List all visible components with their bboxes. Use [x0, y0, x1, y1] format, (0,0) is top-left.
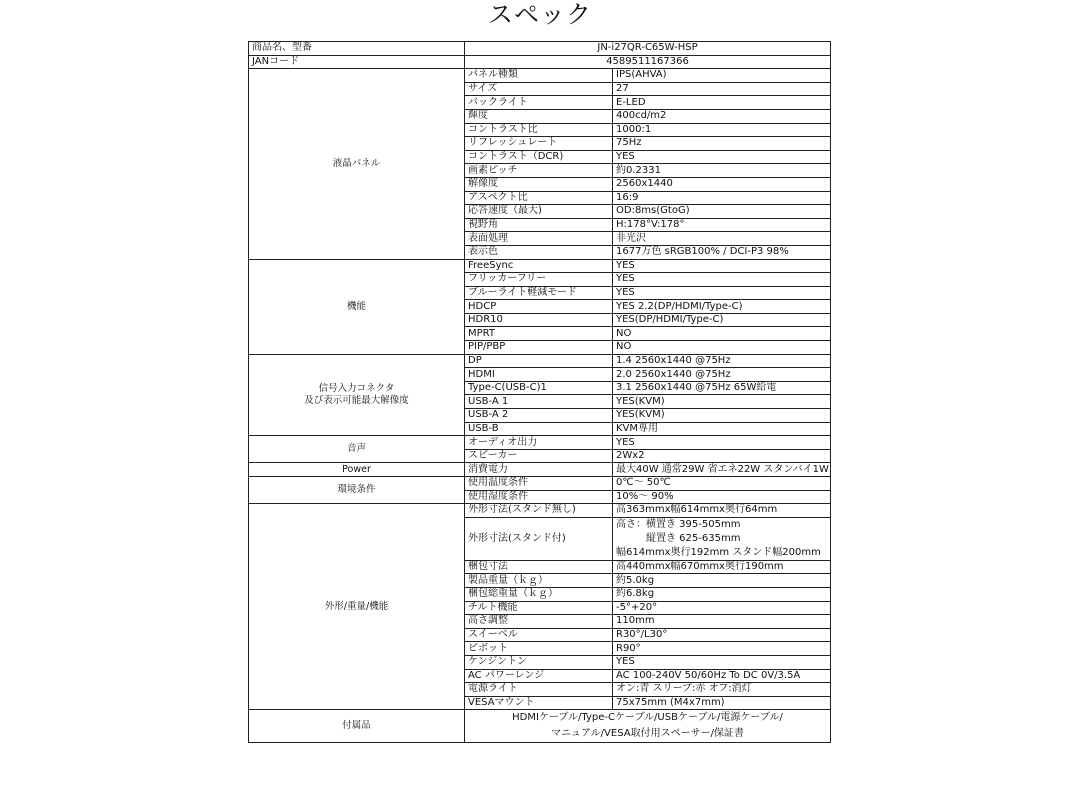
spec-label: 表示色: [465, 245, 613, 259]
table-row: [249, 463, 831, 477]
spec-label: サイズ: [465, 82, 613, 96]
spec-label: ケンジントン: [465, 655, 613, 669]
spec-label: 外形寸法(スタンド付): [465, 517, 613, 560]
category-label: 環境条件: [337, 484, 376, 496]
spec-value: E-LED: [613, 96, 831, 110]
spec-value: 110mm: [613, 615, 831, 629]
spec-value: YES 2.2(DP/HDMI/Type-C): [613, 300, 831, 314]
spec-label: チルト機能: [465, 601, 613, 615]
table-row: [249, 42, 831, 56]
category-label: 液晶パネル: [332, 157, 381, 169]
row-value: 4589511167366: [465, 55, 831, 69]
spec-value: 2560x1440: [613, 177, 831, 191]
spec-label: コントラスト（DCR): [465, 150, 613, 164]
spec-value: 10%～ 90%: [613, 490, 831, 504]
table-row: [249, 69, 831, 83]
table-row: [249, 354, 831, 368]
spec-label: FreeSync: [465, 259, 613, 273]
spec-label: USB-A 1: [465, 395, 613, 409]
spec-value: 75x75mm (M4x7mm): [613, 696, 831, 710]
spec-value: 75Hz: [613, 137, 831, 151]
category-label: 及び表示可能最大解像度: [304, 394, 409, 406]
spec-label: USB-B: [465, 422, 613, 436]
spec-value: YES: [613, 259, 831, 273]
spec-label: 製品重量（ｋｇ）: [465, 574, 613, 588]
spec-label: HDR10: [465, 313, 613, 327]
spec-label: フリッカーフリー: [465, 273, 613, 287]
spec-label: 梱包総重量（ｋｇ）: [465, 587, 613, 601]
spec-label: 高さ調整: [465, 615, 613, 629]
spec-value: KVM専用: [613, 422, 831, 436]
spec-value: R30°/L30°: [613, 628, 831, 642]
spec-value: オン:青 スリープ:赤 オフ:消灯: [613, 683, 831, 697]
spec-value: 非光沢: [613, 232, 831, 246]
category-cell: 外形/重量/機能: [249, 504, 465, 710]
spec-label: パネル種類: [465, 69, 613, 83]
spec-label: MPRT: [465, 327, 613, 341]
spec-label: 輝度: [465, 109, 613, 123]
spec-label: アスペクト比: [465, 191, 613, 205]
category-cell: [249, 477, 465, 504]
spec-value: AC 100-240V 50/60Hz To DC 0V/3.5A: [613, 669, 831, 683]
table-row: [249, 436, 831, 450]
spec-label: 電源ライト: [465, 683, 613, 697]
spec-table: [248, 41, 831, 743]
category-label: 信号入力コネクタ: [318, 382, 395, 394]
spec-label: 使用湿度条件: [465, 490, 613, 504]
accessories-line: HDMIケーブル/Type-Cケーブル/USBケーブル/電源ケーブル/: [512, 712, 783, 724]
spec-value: YES: [613, 655, 831, 669]
row-label: 商品名、型番: [249, 42, 465, 56]
spec-label: VESAマウント: [465, 696, 613, 710]
category-cell: 付属品: [249, 710, 465, 743]
spec-value: 27: [613, 82, 831, 96]
spec-label: 外形寸法(スタンド無し): [465, 504, 613, 518]
category-cell: [249, 436, 465, 463]
category-cell: [249, 69, 465, 259]
category-cell: [249, 354, 465, 436]
spec-value: YES(KVM): [613, 395, 831, 409]
category-label: 音声: [346, 443, 366, 455]
spec-value: -5°+20°: [613, 601, 831, 615]
spec-label: 画素ピッチ: [465, 164, 613, 178]
spec-value: IPS(AHVA): [613, 69, 831, 83]
spec-value: 1000:1: [613, 123, 831, 137]
category-cell: [249, 463, 465, 477]
spec-value-multiline: [613, 517, 831, 560]
spec-value: 2Wx2: [613, 449, 831, 463]
spec-value: 高363mmx幅614mmx奥行64mm: [613, 504, 831, 518]
spec-label: スイーベル: [465, 628, 613, 642]
spec-label: 梱包寸法: [465, 560, 613, 574]
spec-value: YES(DP/HDMI/Type-C): [613, 313, 831, 327]
spec-label: USB-A 2: [465, 409, 613, 423]
category-label: Power: [342, 463, 371, 475]
spec-label: バックライト: [465, 96, 613, 110]
spec-value: 1677万色 sRGB100% / DCI-P3 98%: [613, 245, 831, 259]
spec-value: YES: [613, 436, 831, 450]
spec-label: 解像度: [465, 177, 613, 191]
spec-value: 高440mmx幅670mmx奥行190mm: [613, 560, 831, 574]
spec-label: コントラスト比: [465, 123, 613, 137]
table-row: [249, 710, 831, 743]
spec-value: 約6.8kg: [613, 587, 831, 601]
accessories-value: [465, 710, 831, 743]
spec-value: 約5.0kg: [613, 574, 831, 588]
spec-label: 表面処理: [465, 232, 613, 246]
category-cell: [249, 259, 465, 354]
spec-value-line: 縦置き 625-635mm: [646, 532, 741, 544]
spec-label: リフレッシュレート: [465, 137, 613, 151]
spec-label: スピーカー: [465, 449, 613, 463]
spec-value: H:178°V:178°: [613, 218, 831, 232]
spec-label: 消費電力: [465, 463, 613, 477]
spec-label: AC パワーレンジ: [465, 669, 613, 683]
spec-value-line: 高さ：横置き 395-505mm: [616, 518, 741, 530]
spec-value-line: 幅614mmx奥行192mm スタンド幅200mm: [616, 546, 821, 558]
spec-label: PIP/PBP: [465, 341, 613, 355]
spec-label: 視野角: [465, 218, 613, 232]
spec-label: オーディオ出力: [465, 436, 613, 450]
row-label: JANコード: [249, 55, 465, 69]
spec-label: Type-C(USB-C)1: [465, 381, 613, 395]
table-row: [249, 55, 831, 69]
spec-value: 2.0 2560x1440 @75Hz: [613, 368, 831, 382]
spec-value: NO: [613, 327, 831, 341]
spec-label: 使用温度条件: [465, 477, 613, 491]
spec-value: R90°: [613, 642, 831, 656]
table-row: [249, 477, 831, 491]
spec-value: OD:8ms(GtoG): [613, 205, 831, 219]
spec-value: 約0.2331: [613, 164, 831, 178]
spec-value: 1.4 2560x1440 @75Hz: [613, 354, 831, 368]
spec-value: 最大40W 通常29W 省エネ22W スタンバイ1W: [613, 463, 831, 477]
spec-label: ピボット: [465, 642, 613, 656]
table-row: [249, 259, 831, 273]
table-row: [249, 504, 831, 518]
spec-value: 16:9: [613, 191, 831, 205]
spec-value: YES(KVM): [613, 409, 831, 423]
spec-value: 400cd/m2: [613, 109, 831, 123]
spec-value: YES: [613, 273, 831, 287]
spec-label: HDCP: [465, 300, 613, 314]
spec-label: ブルーライト軽減モード: [465, 286, 613, 300]
spec-value: YES: [613, 150, 831, 164]
page-title: スペック: [487, 0, 592, 29]
spec-label: HDMI: [465, 368, 613, 382]
spec-label: DP: [465, 354, 613, 368]
spec-value: NO: [613, 341, 831, 355]
spec-value: YES: [613, 286, 831, 300]
row-value: JN-i27QR-C65W-HSP: [465, 42, 831, 56]
spec-value: 0℃～ 50℃: [613, 477, 831, 491]
spec-value: 3.1 2560x1440 @75Hz 65W給電: [613, 381, 831, 395]
category-label: 機能: [346, 300, 366, 312]
spec-label: 応答速度（最大): [465, 205, 613, 219]
accessories-line: マニュアル/VESA取付用スペーサー/保証書: [551, 728, 744, 740]
